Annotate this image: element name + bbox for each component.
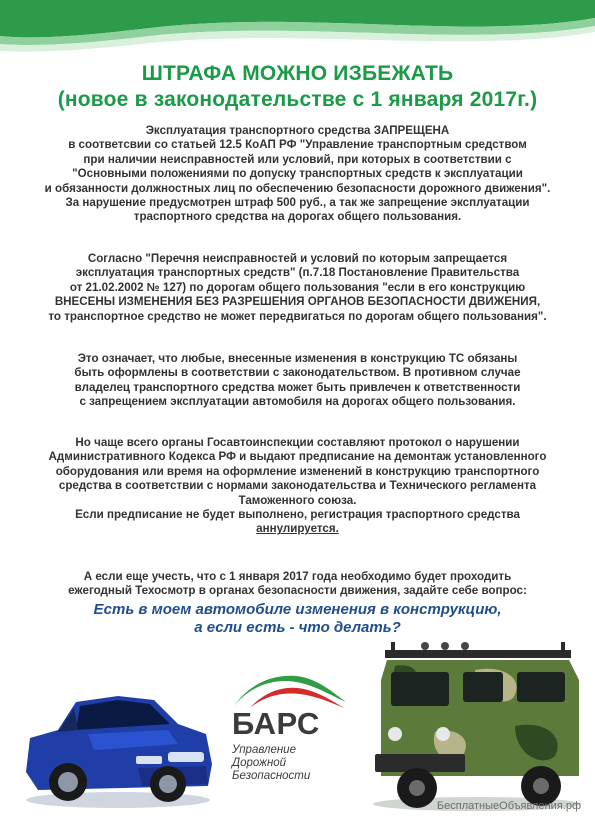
logo-line-3: Безопасности: [232, 770, 311, 782]
page-title: ШТРАФА МОЖНО ИЗБЕЖАТЬ: [141, 62, 454, 85]
paragraph-techinspection: А если еще учесть, что с 1 января 2017 года необходимо будет проходить ежегодный Техосмотр в органах безопасности движения, задайте себе вопрос:: [68, 570, 527, 598]
header-wave-decoration: [0, 0, 595, 60]
blue-tuned-car-image: [18, 660, 218, 810]
logo-line-2: Дорожной: [232, 757, 287, 769]
logo-line-1: Управление: [232, 744, 296, 756]
paragraph-regulation: Согласно "Перечня неисправностей и условий по которым запрещается эксплуатация транспортных средств" (п.7.18 Постановление Правительства от 21.02.2002 № 127) по дорогам общего пользования "если в его конструкцию ВНЕСЕНЫ ИЗМЕНЕНИЯ БЕЗ РАЗРЕШЕНИЯ ОРГАНОВ БЕЗОПАСНОСТИ ДВИЖЕНИЯ, то транспортное средство не может передвигаться по дорогам общего пользования".: [48, 252, 547, 323]
paragraph-prohibition: Эксплуатация транспортного средства ЗАПРЕЩЕНА в соответсвии со статьей 12.5 КоАП РФ "Управление транспортным средством при наличии неисправностей или условий, при которых в соответствии с "Основными положениями по допуску транспортных средств к эксплуатации и обязанности должностных лиц по обеспечению безопасности дорожного движения". За нарушение предусмотрен штраф 500 руб., а так же запрещение эксплуатации траспортного средства на дорогах общего пользования.: [44, 124, 551, 224]
question-callout: Есть в моем автомобиле изменения в конструкцию, а если есть - что делать?: [93, 601, 502, 636]
paragraph-inspection: Но чаще всего органы Госавтоинспекции составляют протокол о нарушении Административного Кодекса РФ и выдают предписание на демонтаж установленного оборудования или время на оформление изменений в конструкцию транспортного средства в соответствии с нормами законодательства и Технического регламента Таможенного союза. Если предписание не будет выполнено, регистрация траспортного средства аннулируется.: [8, 436, 587, 537]
page-subtitle: (новое в законодательстве с 1 января 2017г.): [57, 88, 538, 111]
camouflage-van-image: [365, 636, 587, 812]
annulled-text: аннулируется.: [256, 522, 339, 536]
watermark: БесплатныеОбъявления.рф: [436, 800, 581, 812]
bars-logo: [230, 672, 350, 790]
logo-name: БАРС: [232, 706, 320, 741]
paragraph-meaning: Это означает, что любые, внесенные изменения в конструкцию ТС обязаны быть оформлены в соответствии с законодательством. В противном случае владелец транспортного средства может быть привлечен к ответственности с запрещением эксплуатации автомобиля на дорогах общего пользования.: [74, 352, 521, 409]
